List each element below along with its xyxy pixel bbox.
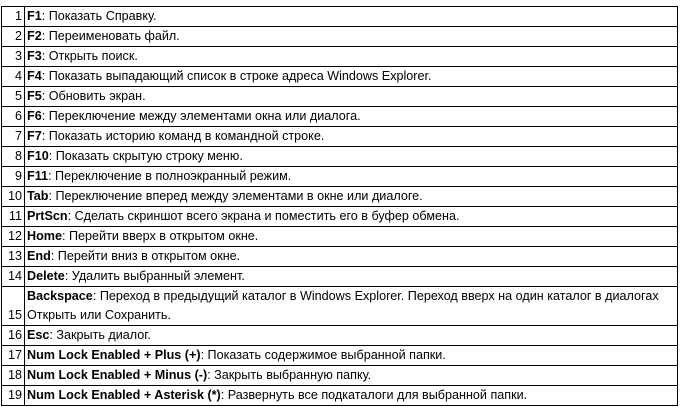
row-description <box>25 47 678 67</box>
row-number: 17 <box>2 346 25 366</box>
table-row <box>2 187 678 207</box>
row-description <box>25 167 678 187</box>
row-number: 16 <box>2 326 25 346</box>
row-number: 13 <box>2 247 25 267</box>
shortcut-key: Delete <box>27 269 65 283</box>
table-row <box>2 67 678 87</box>
shortcut-key: Num Lock Enabled + Minus (-) <box>27 368 208 382</box>
shortcut-key: Backspace <box>27 289 93 303</box>
row-number: 7 <box>2 127 25 147</box>
row-description <box>25 127 678 147</box>
row-number: 8 <box>2 147 25 167</box>
table-row <box>2 366 678 386</box>
shortcut-description: : Перейти вверх в открытом окне. <box>62 229 259 243</box>
shortcuts-sheet <box>1 6 678 406</box>
shortcut-key: F2 <box>27 29 42 43</box>
row-number: 14 <box>2 267 25 287</box>
shortcut-description: : Показать историю команд в командной строке. <box>41 129 325 143</box>
table-row <box>2 107 678 127</box>
row-number: 5 <box>2 87 25 107</box>
shortcut-description: : Развернуть все подкаталоги для выбранной папки. <box>220 388 528 402</box>
row-number: 9 <box>2 167 25 187</box>
shortcut-key: Num Lock Enabled + Asterisk (*) <box>27 388 221 402</box>
shortcut-description: : Показать Справку. <box>41 9 157 23</box>
shortcut-description: : Закрыть выбранную папку. <box>207 368 372 382</box>
shortcut-description: : Показать содержимое выбранной папки. <box>200 348 446 362</box>
shortcut-key: Num Lock Enabled + Plus (+) <box>27 348 201 362</box>
row-description <box>25 207 678 227</box>
table-row <box>2 87 678 107</box>
shortcut-key: F3 <box>27 49 42 63</box>
row-description <box>25 147 678 167</box>
shortcut-description: : Показать выпадающий список в строке адреса Windows Explorer. <box>41 69 432 83</box>
row-number: 12 <box>2 227 25 247</box>
row-number: 6 <box>2 107 25 127</box>
table-row <box>2 326 678 346</box>
row-description <box>25 287 678 326</box>
table-row <box>2 207 678 227</box>
row-number: 15 <box>2 287 25 326</box>
row-number: 18 <box>2 366 25 386</box>
row-description <box>25 386 678 406</box>
row-number: 11 <box>2 207 25 227</box>
shortcut-key: F4 <box>27 69 42 83</box>
row-number: 10 <box>2 187 25 207</box>
shortcut-description: : Показать скрытую строку меню. <box>48 149 243 163</box>
table-row <box>2 287 678 326</box>
shortcut-description: : Закрыть диалог. <box>49 328 151 342</box>
shortcut-description: : Сделать скриншот всего экрана и поместить его в буфер обмена. <box>67 209 460 223</box>
shortcut-key: F11 <box>27 169 49 183</box>
row-number: 2 <box>2 27 25 47</box>
row-description <box>25 247 678 267</box>
row-number: 19 <box>2 386 25 406</box>
shortcut-key: Tab <box>27 189 49 203</box>
shortcuts-table <box>1 6 678 406</box>
table-row <box>2 27 678 47</box>
row-number: 4 <box>2 67 25 87</box>
row-description <box>25 326 678 346</box>
table-row <box>2 7 678 27</box>
shortcut-description: : Переключение между элементами окна или диалога. <box>41 109 361 123</box>
row-number: 1 <box>2 7 25 27</box>
shortcut-description: : Открыть поиск. <box>41 49 138 63</box>
shortcut-description: : Переименовать файл. <box>41 29 180 43</box>
shortcut-description: : Переключение в полноэкранный режим. <box>48 169 292 183</box>
row-description <box>25 187 678 207</box>
shortcut-description: : Переход в предыдущий каталог в Windows Explorer. Переход вверх на один каталог в диалогах Открыть или Сохранить. <box>27 289 659 322</box>
row-description <box>25 346 678 366</box>
table-row <box>2 247 678 267</box>
table-row <box>2 267 678 287</box>
row-number: 3 <box>2 47 25 67</box>
shortcut-description: : Переключение вперед между элементами в окне или диалоге. <box>48 189 423 203</box>
table-row <box>2 386 678 406</box>
shortcut-key: End <box>27 249 51 263</box>
shortcut-key: PrtScn <box>27 209 68 223</box>
shortcut-description: : Перейти вниз в открытом окне. <box>50 249 241 263</box>
table-row <box>2 147 678 167</box>
shortcut-key: Home <box>27 229 62 243</box>
row-description <box>25 27 678 47</box>
table-row <box>2 127 678 147</box>
row-description <box>25 67 678 87</box>
shortcut-description: : Удалить выбранный элемент. <box>64 269 245 283</box>
table-row <box>2 167 678 187</box>
shortcut-key: Esc <box>27 328 50 342</box>
shortcut-key: F1 <box>27 9 42 23</box>
table-row <box>2 227 678 247</box>
row-description <box>25 227 678 247</box>
row-description <box>25 107 678 127</box>
shortcut-key: F6 <box>27 109 42 123</box>
shortcuts-table-body <box>2 7 678 406</box>
shortcut-description: : Обновить экран. <box>41 89 146 103</box>
shortcut-key: F5 <box>27 89 42 103</box>
row-description <box>25 366 678 386</box>
row-description <box>25 7 678 27</box>
table-row <box>2 346 678 366</box>
row-description <box>25 267 678 287</box>
row-description <box>25 87 678 107</box>
table-row <box>2 47 678 67</box>
shortcut-key: F7 <box>27 129 42 143</box>
shortcut-key: F10 <box>27 149 49 163</box>
